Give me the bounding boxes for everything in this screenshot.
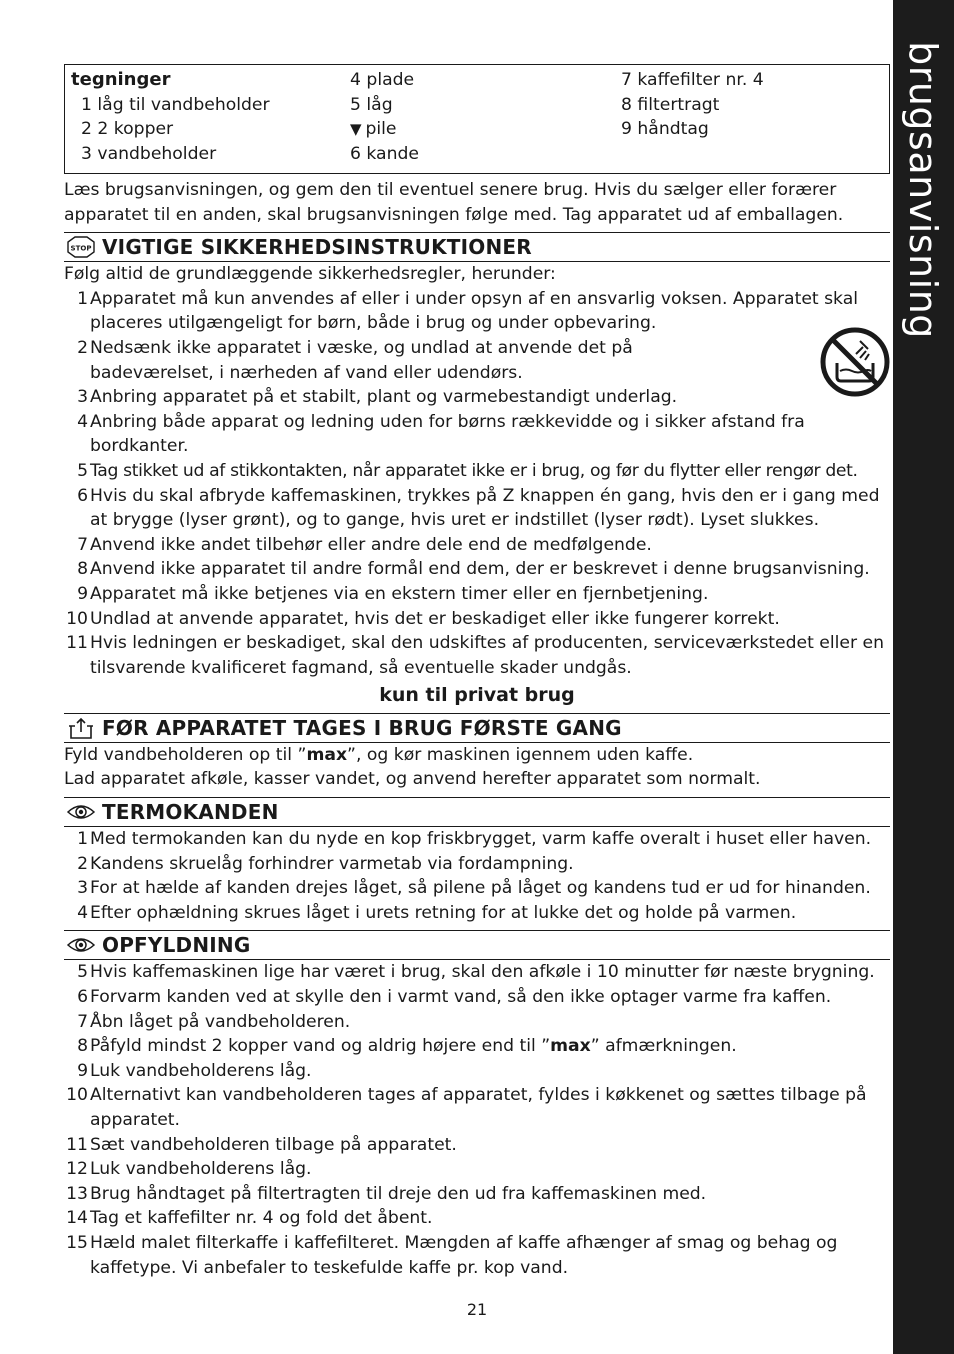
- list-item: 7 Åbn låget på vandbeholderen.: [77, 1011, 351, 1032]
- parts-legend: [64, 64, 890, 174]
- safety-lead: Følg altid de grundlæggende sikkerhedsregler, herunder:: [64, 264, 556, 285]
- section-title: OPFYLDNING: [102, 933, 251, 958]
- list-item: 7 Anvend ikke andet tilbehør eller andre dele end de medfølgende.: [77, 534, 652, 555]
- thermos-heading: [64, 797, 890, 827]
- list-item: 15 Hæld malet filterkaffe i kaffefilteret. Mængden af kaffe afhænger af smag og behag og kaffetype. Vi anbefaler to teskefulde kaffe pr. kop vand.: [66, 1232, 838, 1278]
- list-item: 8 Påfyld mindst 2 kopper vand og aldrig højere end til ”max” afmærkningen.: [77, 1036, 737, 1057]
- list-item: 1 Med termokanden kan du nyde en kop friskbrygget, varm kaffe overalt i huset eller haven.: [77, 829, 872, 850]
- list-item: 6 Hvis du skal afbryde kaffemaskinen, trykkes på Z knappen én gang, hvis den er i gang med at brygge (lyser grønt), og to gange, hvis uret er indstillet (lyser rødt). Lyset slukkes.: [77, 485, 880, 531]
- list-item: 11 Hvis ledningen er beskadiget, skal den udskiftes af producenten, serviceværkstedet eller en tilsvarende kvalificeret fagmand, så eventuelle skader undgås.: [66, 633, 884, 678]
- legend-item: ▼ pile: [350, 117, 419, 142]
- list-item: 5 Tag stikket ud af stikkontakten, når apparatet ikke er i brug, og før du flytter eller rengør det.: [77, 460, 858, 481]
- list-item: 12 Luk vandbeholderens låg.: [66, 1159, 312, 1180]
- list-item: 3 Anbring apparatet på et stabilt, plant og varmebestandigt underlag.: [77, 387, 678, 408]
- list-item: 4 Efter ophældning skrues låget i urets retning for at lukke det og holde på varmen.: [77, 902, 797, 923]
- safety-heading: [64, 232, 890, 262]
- legend-item: 5 låg: [350, 94, 393, 115]
- arrow-down-icon: ▼: [350, 120, 362, 139]
- legend-item: 8 filtertragt: [621, 94, 720, 115]
- safety-list: [64, 287, 890, 681]
- list-item: 13 Brug håndtaget på filtertragten til dreje den ud fra kaffemaskinen med.: [66, 1183, 707, 1204]
- list-item: 4 Anbring både apparat og ledning uden for børns rækkevidde og i sikker afstand fra bordkanter.: [77, 411, 805, 457]
- section-title: TERMOKANDEN: [102, 799, 279, 824]
- stop-sign-icon: [66, 236, 96, 258]
- filling-heading: [64, 930, 890, 960]
- legend-item: 2 2 kopper: [81, 119, 174, 140]
- svg-text:STOP: STOP: [70, 244, 92, 253]
- thermos-list: [64, 827, 890, 925]
- private-use-note: kun til privat brug: [379, 684, 575, 707]
- section-title: VIGTIGE SIKKERHEDSINSTRUKTIONER: [102, 234, 532, 259]
- side-tab-label: brugsanvisning: [901, 41, 945, 339]
- page-content: [64, 64, 890, 1280]
- legend-item: 1 låg til vandbeholder: [81, 94, 270, 115]
- list-item: 14 Tag et kaffefilter nr. 4 og fold det åbent.: [66, 1208, 433, 1229]
- intro-text: [64, 178, 890, 227]
- intro-line: apparatet til en anden, skal brugsanvisningen følge med. Tag apparatet ud af emballagen.: [64, 204, 844, 225]
- box-unpack-icon: [66, 717, 96, 739]
- intro-line: Læs brugsanvisningen, og gem den til eventuel senere brug. Hvis du sælger eller forærer: [64, 180, 837, 200]
- legend-column-1: [71, 68, 270, 166]
- list-item: 6 Forvarm kanden ved at skylle den i varmt vand, så den ikke optager varme fra kaffen.: [77, 987, 832, 1008]
- list-item: 9 Luk vandbeholderens låg.: [77, 1060, 312, 1081]
- section-title: FØR APPARATET TAGES I BRUG FØRSTE GANG: [102, 715, 622, 740]
- first-use-heading: [64, 713, 890, 743]
- legend-item: 3 vandbeholder: [81, 143, 217, 164]
- no-water-bath-icon: [820, 327, 890, 397]
- list-item: 11 Sæt vandbeholderen tilbage på apparatet.: [66, 1134, 457, 1155]
- legend-item: 6 kande: [350, 143, 419, 164]
- list-item: 9 Apparatet må ikke betjenes via en ekstern timer eller en fjernbetjening.: [77, 583, 709, 604]
- legend-column-2: [350, 68, 419, 166]
- eye-icon: [66, 934, 96, 956]
- first-use-line: Fyld vandbeholderen op til ”max”, og kør maskinen igennem uden kaffe.: [64, 744, 694, 765]
- eye-icon: [66, 801, 96, 823]
- list-item: 5 Hvis kaffemaskinen lige har været i brug, skal den afkøle i 10 minutter før næste brygning.: [77, 962, 875, 983]
- list-item: 10 Undlad at anvende apparatet, hvis det er beskadiget eller ikke fungerer korrekt.: [66, 608, 780, 629]
- first-use-line: Lad apparatet afkøle, kasser vandet, og anvend herefter apparatet som normalt.: [64, 769, 761, 790]
- list-item: 3 For at hælde af kanden drejes låget, så pilene på låget og kandens tud er ud for hinanden.: [77, 878, 871, 899]
- legend-item: 9 håndtag: [621, 119, 709, 140]
- legend-item: 4 plade: [350, 70, 415, 90]
- list-item: 1 Apparatet må kun anvendes af eller i under opsyn af en ansvarlig voksen. Apparatet skal placeres utilgængeligt for børn, både i brug og under opbevaring.: [77, 288, 859, 334]
- legend-column-3: [621, 68, 764, 142]
- page-number: 21: [466, 1300, 488, 1319]
- list-item: 8 Anvend ikke apparatet til andre formål end dem, der er beskrevet i denne brugsanvisning.: [77, 559, 870, 580]
- legend-title: tegninger: [71, 69, 171, 90]
- list-item: 2 Nedsænk ikke apparatet i væske, og undlad at anvende det på badeværelset, i nærheden af vand eller udendørs.: [77, 337, 633, 383]
- filling-list: [64, 960, 890, 1280]
- list-item: 2 Kandens skruelåg forhindrer varmetab via fordampning.: [77, 853, 574, 874]
- legend-item: 7 kaffefilter nr. 4: [621, 70, 764, 90]
- list-item: 10 Alternativt kan vandbeholderen tages af apparatet, fyldes i køkkenet og sættes tilbage på apparatet.: [66, 1085, 867, 1130]
